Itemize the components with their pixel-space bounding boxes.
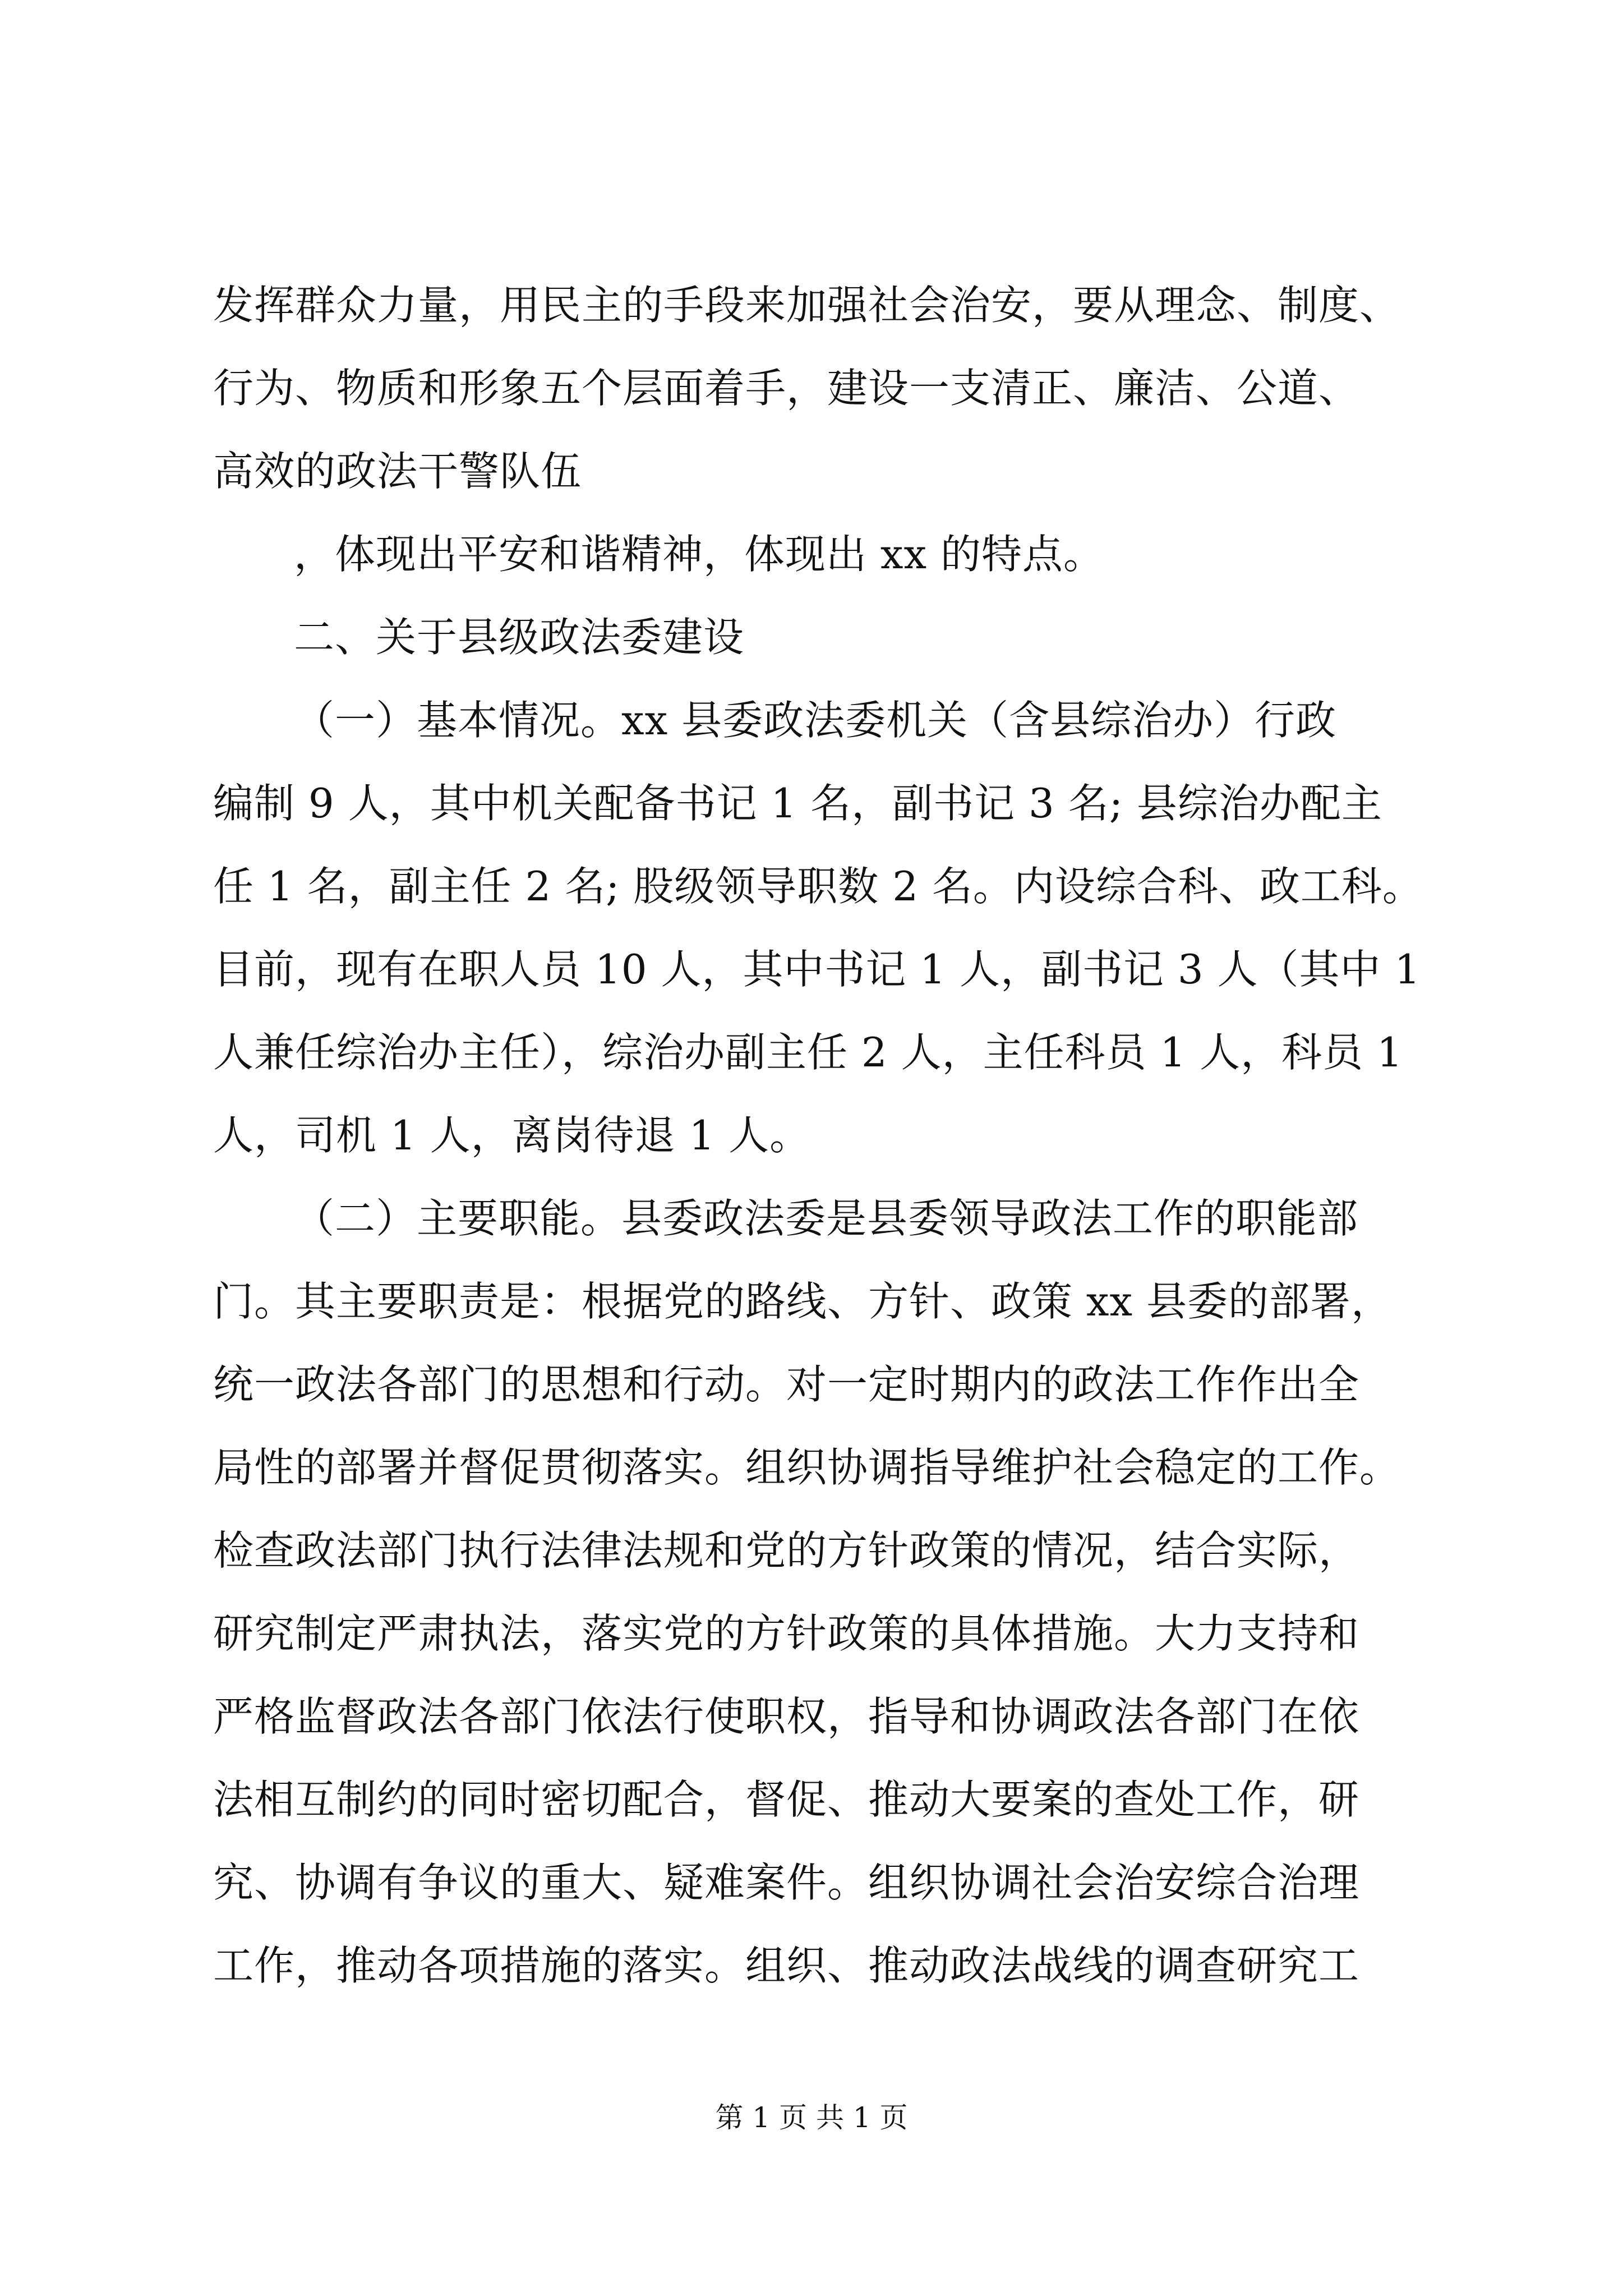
text-line: 局性的部署并督促贯彻落实。组织协调指导维护社会稳定的工作。	[213, 1444, 1401, 1491]
text-line: 检查政法部门执行法律法规和党的方针政策的情况，结合实际，	[213, 1527, 1360, 1574]
text-line: 究、协调有争议的重大、疑难案件。组织协调社会治安综合治理	[213, 1859, 1360, 1906]
text-line: 法相互制约的同时密切配合，督促、推动大要案的查处工作，研	[213, 1776, 1360, 1823]
text-line: 任 1 名，副主任 2 名; 股级领导职数 2 名。内设综合科、政工科。	[213, 863, 1423, 910]
text-line: 人兼任综治办主任），综治办副主任 2 人，主任科员 1 人，科员 1	[213, 1029, 1403, 1076]
text-line: 严格监督政法各部门依法行使职权，指导和协调政法各部门在依	[213, 1693, 1360, 1740]
text-line: （二）主要职能。县委政法委是县委领导政法工作的职能部	[294, 1195, 1359, 1242]
text-line: 人，司机 1 人，离岗待退 1 人。	[213, 1112, 811, 1159]
page-footer: 第 1 页 共 1 页	[715, 2101, 908, 2134]
text-line: 门。其主要职责是：根据党的路线、方针、政策 xx 县委的部署，	[213, 1278, 1392, 1325]
text-line: 高效的政法干警队伍	[213, 448, 582, 495]
text-line: ，体现出平安和谐精神，体现出 xx 的特点。	[294, 531, 1104, 578]
text-line: 工作，推动各项措施的落实。组织、推动政法战线的调查研究工	[213, 1942, 1360, 1989]
text-line: 目前，现有在职人员 10 人，其中书记 1 人，副书记 3 人（其中 1	[213, 946, 1421, 993]
text-line: 统一政法各部门的思想和行动。对一定时期内的政法工作作出全	[213, 1361, 1360, 1408]
text-line: 研究制定严肃执法，落实党的方针政策的具体措施。大力支持和	[213, 1610, 1360, 1657]
text-line: （一）基本情况。xx 县委政法委机关（含县综治办）行政	[294, 697, 1337, 744]
section-heading: 二、关于县级政法委建设	[294, 614, 745, 661]
text-line: 行为、物质和形象五个层面着手，建设一支清正、廉洁、公道、	[213, 365, 1360, 412]
document-body	[213, 264, 1436, 2007]
text-line: 发挥群众力量，用民主的手段来加强社会治安，要从理念、制度、	[213, 282, 1401, 329]
text-line: 编制 9 人，其中机关配备书记 1 名，副书记 3 名; 县综治办配主	[213, 780, 1382, 827]
